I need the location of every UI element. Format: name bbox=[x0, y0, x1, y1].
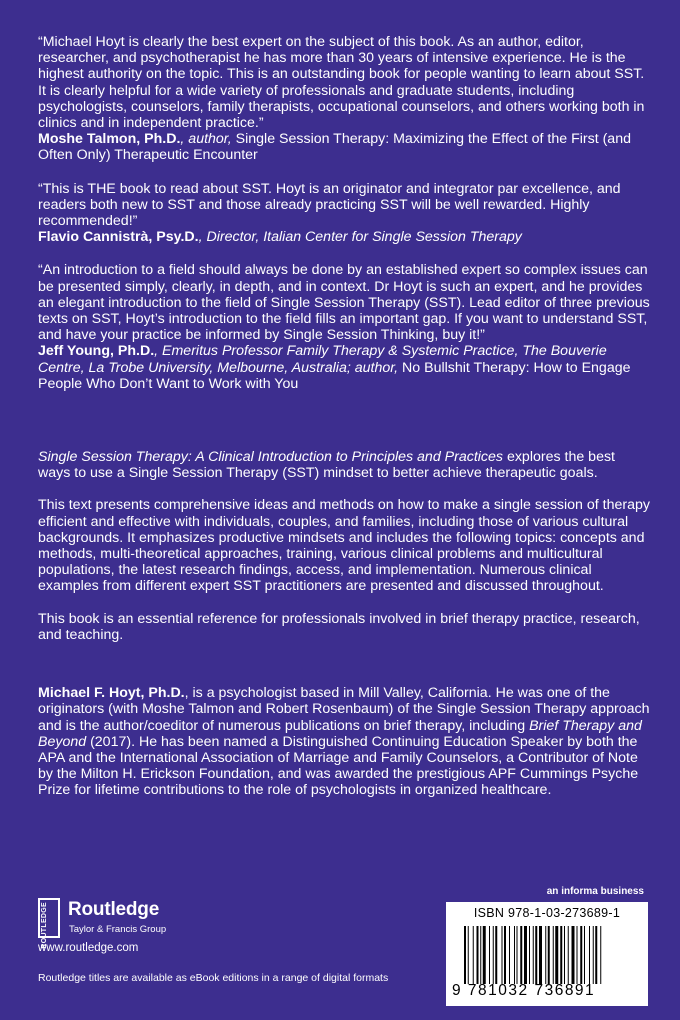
bio-book-title: Brief Therapy and Beyond bbox=[38, 717, 642, 750]
barcode-bar bbox=[504, 926, 506, 984]
barcode-bar bbox=[584, 926, 585, 984]
endorser-work: Single Session Therapy: Maximizing the Effect of the First (and Often Only) Therapeutic Encounter bbox=[38, 131, 631, 164]
barcode-bar bbox=[548, 926, 550, 984]
bio-text: , is a psychologist based in Mill Valley, California. He was one of the originators (with Moshe Talmon and Robert Rosenbaum) of the Single Session Therapy approach and is the author/coeditor of numerous publications on brief therapy, including bbox=[38, 685, 650, 734]
endorsement-quote: “This is THE book to read about SST. Hoyt is an originator and integrator par excellence, and readers both new to SST and those already practicing SST will be well rewarded. Highly recommended!” bbox=[38, 180, 621, 230]
publisher-url: www.routledge.com bbox=[38, 942, 139, 954]
bio-text: (2017). He has been named a Distinguished Continuing Education Speaker by both the APA and the International Association of Marriage and Family Counselors, a Contributor of Note by the Milton H. Erickson Foundation, and was awarded the prestigious APF Cummings Psyche Prize for lifetime contributions to the role of psychologists in organized healthcare. bbox=[38, 733, 639, 799]
barcode-bar bbox=[568, 926, 569, 984]
endorsement-attribution bbox=[38, 343, 650, 392]
barcode-bar bbox=[489, 926, 490, 984]
barcode-bar bbox=[468, 926, 469, 984]
barcode-bar bbox=[564, 926, 565, 984]
barcode-bar bbox=[529, 926, 530, 984]
endorsement-attribution bbox=[38, 229, 650, 245]
endorser-role: , Director, Italian Center for Single Session Therapy bbox=[198, 229, 522, 246]
barcode-bar bbox=[495, 926, 497, 984]
barcode-bar bbox=[535, 926, 537, 984]
barcode-bar bbox=[502, 926, 503, 984]
endorsement-quote: “Michael Hoyt is clearly the best expert on the subject of this book. As an author, editor, researcher, and psychotherapist he has more than 30 years of intensive experience. He is the highest authority on the topic. This is an outstanding book for people wanting to learn about SST. It is clearly helpful for a wide variety of professionals and graduate students, including psychologists, counselors, family therapists, occupational counselors, and others working both in clinics and in independent practice.” bbox=[38, 34, 645, 132]
description-paragraph-2: This text presents comprehensive ideas and methods on how to make a single session of therapy efficient and effective with individuals, couples, and families, including those of various cultural backgrounds. It emphasizes productive mindsets and includes the following topics: concepts and methods, multi-theoretical approaches, training, various clinical problems and multicultural populations, the latest research findings, access, and implementation. Numerous clinical examples from different expert SST practitioners are presented and discussed throughout. bbox=[38, 497, 650, 595]
barcode-bar bbox=[560, 926, 562, 984]
ebook-note: Routledge titles are available as eBook editions in a range of digital formats bbox=[38, 972, 389, 984]
barcode-icon bbox=[464, 926, 640, 984]
endorser-role: , author, bbox=[180, 131, 232, 148]
barcode-bar bbox=[600, 926, 601, 984]
routledge-logo-mark bbox=[38, 898, 60, 949]
barcode-bar bbox=[593, 926, 594, 984]
barcode-bar bbox=[589, 926, 590, 984]
author-name: Michael F. Hoyt, Ph.D. bbox=[38, 685, 185, 702]
endorser-name: Flavio Cannistrà, Psy.D. bbox=[38, 229, 199, 246]
barcode-bar bbox=[493, 926, 494, 984]
barcode-bar bbox=[464, 926, 466, 984]
barcode-bar bbox=[577, 926, 578, 984]
barcode-bar bbox=[477, 926, 479, 984]
endorsement-3 bbox=[38, 262, 650, 392]
barcode-bar bbox=[520, 926, 522, 984]
endorser-name: Moshe Talmon, Ph.D. bbox=[38, 131, 181, 148]
publisher-name: Routledge bbox=[68, 899, 160, 920]
barcode-bar bbox=[480, 926, 481, 984]
informa-tagline: an informa business bbox=[546, 886, 644, 897]
barcode-bar bbox=[555, 926, 558, 984]
barcode-digits: 9 781032 736891 bbox=[452, 982, 596, 999]
endorser-work: No Bullshit Therapy: How to Engage People Who Don’t Want to Work with You bbox=[38, 359, 631, 392]
book-title: Single Session Therapy: A Clinical Introduction to Principles and Practices bbox=[38, 449, 503, 466]
endorsement-2 bbox=[38, 181, 650, 246]
barcode-bar bbox=[509, 926, 510, 984]
barcode-bar bbox=[553, 926, 554, 984]
barcode-bar bbox=[483, 926, 486, 984]
barcode-bar bbox=[539, 926, 542, 984]
back-cover-text bbox=[38, 34, 650, 799]
barcode-bar bbox=[545, 926, 546, 984]
routledge-logo bbox=[38, 898, 228, 948]
barcode-bar bbox=[580, 926, 582, 984]
barcode-bar bbox=[514, 926, 515, 984]
isbn-label: ISBN 978-1-03-273689-1 bbox=[473, 906, 621, 920]
barcode-bar bbox=[517, 926, 518, 984]
endorsement-quote: “An introduction to a field should always be done by an established expert so complex issues can be presented simply, clearly, in depth, and in context. Dr Hoyt is such an expert, and he provides an elegant introduction to the field of Single Session Therapy (SST). Lead editor of three previous texts on SST, Hoyt’s introduction to the field fills an important gap. If you want to understand SST, and have your practice be informed by Single Session Thinking, buy it!” bbox=[38, 262, 650, 344]
isbn-barcode-box bbox=[446, 902, 648, 1006]
endorser-role: , Emeritus Professor Family Therapy & Systemic Practice, The Bouverie Centre, La Trobe University, Melbourne, Australia; author, bbox=[38, 343, 607, 376]
description-paragraph-3: This book is an essential reference for professionals involved in brief therapy practice, research, and teaching. bbox=[38, 610, 640, 643]
barcode-bar bbox=[572, 926, 575, 984]
publisher-group: Taylor & Francis Group bbox=[69, 924, 167, 935]
endorsement-attribution bbox=[38, 131, 650, 163]
description-paragraph-1 bbox=[38, 449, 650, 481]
cover-footer bbox=[38, 884, 650, 1020]
description-text: explores the best ways to use a Single Session Therapy (SST) mindset to better achieve therapeutic goals. bbox=[38, 449, 615, 482]
barcode-bar bbox=[533, 926, 534, 984]
logo-mark-text: ROUTLEDGE bbox=[41, 902, 48, 949]
author-bio bbox=[38, 685, 650, 798]
endorsement-1 bbox=[38, 34, 650, 164]
endorser-name: Jeff Young, Ph.D. bbox=[38, 343, 155, 360]
barcode-bar bbox=[473, 926, 474, 984]
barcode-bar bbox=[524, 926, 527, 984]
barcode-bar bbox=[595, 926, 597, 984]
